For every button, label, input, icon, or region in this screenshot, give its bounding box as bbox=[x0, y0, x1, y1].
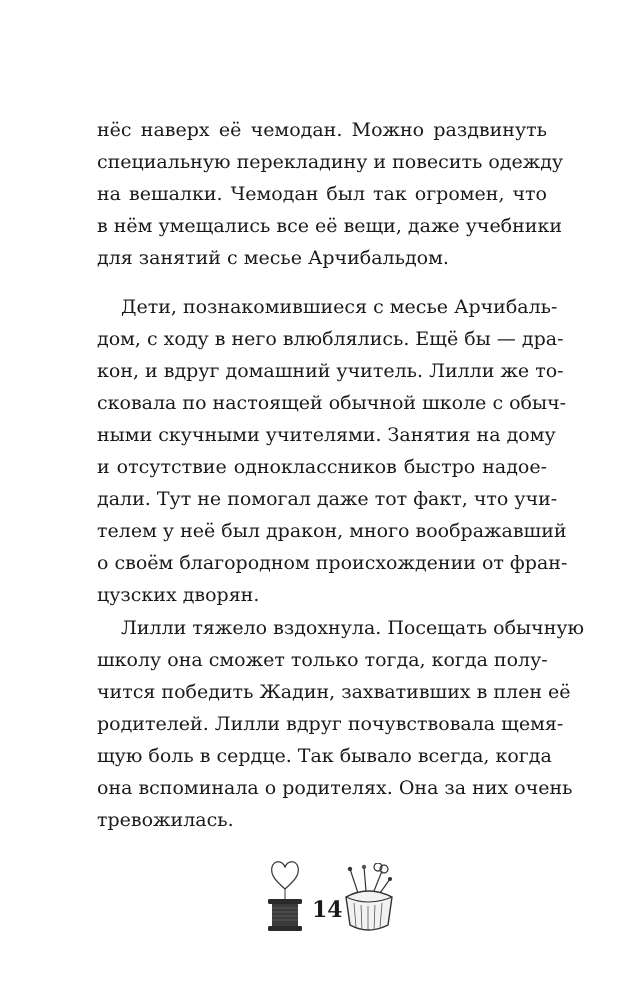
text-line: родителей. Лилли вдруг почувствовала щемя- bbox=[97, 713, 564, 735]
text-line: для занятий с месье Арчибальдом. bbox=[97, 247, 449, 269]
text-line: дом, с ходу в него влюблялись. Ещё бы — дра- bbox=[97, 328, 564, 350]
text-line: Дети, познакомившиеся с месье Арчибаль- bbox=[121, 296, 558, 318]
page-footer bbox=[0, 855, 619, 945]
text-line: школу она сможет только тогда, когда полу- bbox=[97, 649, 548, 671]
text-line: в нём умещались все её вещи, даже учебники bbox=[97, 215, 562, 237]
paragraph-3 bbox=[97, 612, 585, 836]
paragraph-1 bbox=[97, 114, 564, 274]
text-line: тревожилась. bbox=[97, 809, 234, 831]
text-line: телем у неё был дракон, много воображавший bbox=[97, 520, 567, 542]
text-line: Лилли тяжело вздохнула. Посещать обычную bbox=[121, 617, 585, 639]
text-line: и отсутствие одноклассников быстро надое- bbox=[97, 456, 547, 478]
thread-spool-heart-icon bbox=[262, 855, 308, 935]
page-number: 14 bbox=[312, 897, 343, 923]
text-line: на вешалки. Чемодан был так огромен, что bbox=[97, 183, 547, 205]
pincushion-icon bbox=[338, 863, 398, 937]
text-line: о своём благородном происхождении от фран- bbox=[97, 552, 568, 574]
text-line: ными скучными учителями. Занятия на дому bbox=[97, 424, 556, 446]
text-line: специальную перекладину и повесить одежду bbox=[97, 151, 564, 173]
text-line: дали. Тут не помогал даже тот факт, что учи- bbox=[97, 488, 558, 510]
paragraph-2 bbox=[97, 291, 568, 611]
text-line: кон, и вдруг домашний учитель. Лилли же то- bbox=[97, 360, 564, 382]
text-line: нёс наверх её чемодан. Можно раздвинуть bbox=[97, 119, 547, 141]
text-line: она вспоминала о родителях. Она за них очень bbox=[97, 777, 573, 799]
text-line: сковала по настоящей обычной школе с обыч- bbox=[97, 392, 567, 414]
text-line: цузских дворян. bbox=[97, 584, 260, 606]
text-line: щую боль в сердце. Так бывало всегда, когда bbox=[97, 745, 552, 767]
text-line: чится победить Жадин, захвативших в плен её bbox=[97, 681, 571, 703]
